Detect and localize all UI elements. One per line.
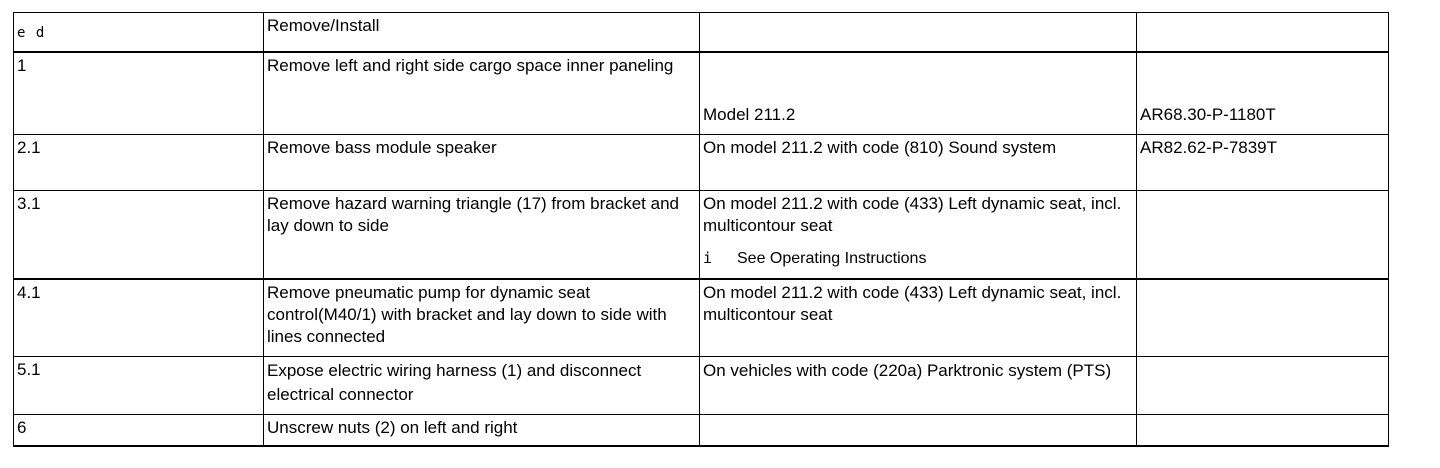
step-header-cell	[14, 13, 264, 52]
reference-cell	[1137, 52, 1389, 135]
table-row	[14, 52, 1389, 135]
action-cell: Unscrew nuts (2) on left and right	[264, 415, 700, 446]
table-row	[14, 135, 1389, 191]
condition-cell	[700, 415, 1137, 446]
reference-cell	[1137, 135, 1389, 191]
condition-cell: On vehicles with code (220a) Parktronic system (PTS)	[700, 357, 1137, 415]
condition-cell	[700, 52, 1137, 135]
step-cell: 3.1	[14, 191, 264, 279]
table-row	[14, 279, 1389, 357]
reference-cell	[1137, 191, 1389, 279]
step-cell: 1	[14, 52, 264, 135]
procedure-table	[13, 12, 1389, 447]
condition-text: On model 211.2 with code (433) Left dynamic seat, incl. multicontour seat	[703, 194, 1122, 235]
action-cell: Expose electric wiring harness (1) and disconnect electrical connector	[264, 357, 700, 415]
info-icon: i	[703, 249, 713, 267]
step-header-label: e d	[17, 25, 46, 41]
note-text: See Operating Instructions	[737, 250, 927, 267]
reference-link[interactable]: AR82.62-P-7839T	[1140, 138, 1278, 157]
reference-header-cell	[1137, 13, 1389, 52]
note-line	[703, 247, 1132, 270]
condition-cell: On model 211.2 with code (433) Left dynamic seat, incl. multicontour seat	[700, 279, 1137, 357]
action-header-cell	[264, 13, 700, 52]
condition-cell	[700, 191, 1137, 279]
table-row	[14, 191, 1389, 279]
action-header-label: Remove/Install	[267, 16, 380, 35]
reference-link[interactable]: AR68.30-P-1180T	[1140, 105, 1276, 124]
reference-cell	[1137, 279, 1389, 357]
action-cell: Remove bass module speaker	[264, 135, 700, 191]
action-cell: Remove pneumatic pump for dynamic seat control(M40/1) with bracket and lay down to side with lines connected	[264, 279, 700, 357]
table-row	[14, 415, 1389, 446]
reference-cell	[1137, 415, 1389, 446]
condition-text: Model 211.2	[703, 105, 796, 124]
action-cell: Remove left and right side cargo space inner paneling	[264, 52, 700, 135]
reference-cell	[1137, 357, 1389, 415]
step-cell: 4.1	[14, 279, 264, 357]
step-cell: 6	[14, 415, 264, 446]
condition-header-cell	[700, 13, 1137, 52]
action-cell: Remove hazard warning triangle (17) from bracket and lay down to side	[264, 191, 700, 279]
header-row	[14, 13, 1389, 52]
condition-cell: On model 211.2 with code (810) Sound system	[700, 135, 1137, 191]
step-cell: 2.1	[14, 135, 264, 191]
table-row	[14, 357, 1389, 415]
step-cell: 5.1	[14, 357, 264, 415]
